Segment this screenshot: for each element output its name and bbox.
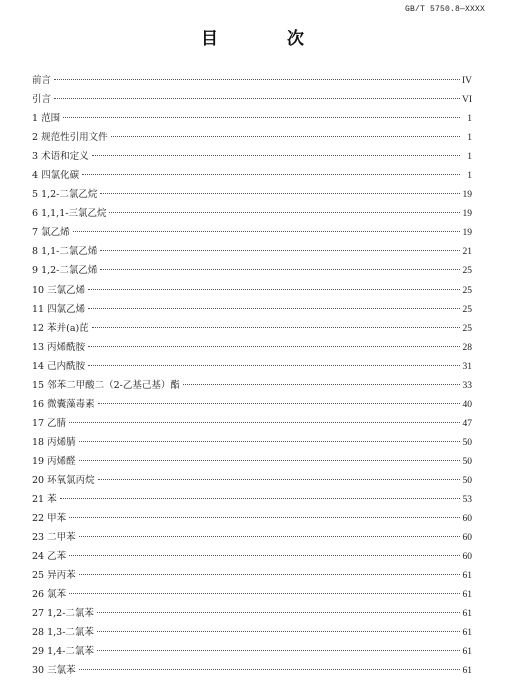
dot-leader	[82, 174, 460, 175]
toc-entry-page-number: 47	[462, 418, 472, 429]
toc-entry-page-number: 25	[462, 285, 472, 296]
toc-entry-page-number: 61	[462, 609, 472, 620]
toc-entry-label: 24 乙苯	[32, 551, 67, 563]
toc-entry-label: 2 规范性引用文件	[32, 132, 108, 144]
toc-entry-label: 17 乙腈	[32, 417, 67, 429]
dot-leader	[60, 498, 460, 499]
toc-entry-page-number: 1	[467, 114, 472, 125]
toc-entry-page-number: 60	[462, 552, 472, 563]
toc-entry-page-number: 19	[462, 190, 472, 201]
toc-entry[interactable]	[32, 661, 472, 680]
dot-leader	[69, 422, 460, 423]
dot-leader	[100, 250, 460, 251]
toc-entry-label: 20 环氧氯丙烷	[32, 474, 95, 486]
toc-entry-page-number: 40	[462, 399, 472, 410]
dot-leader	[183, 384, 460, 385]
toc-entry-page-number: IV	[461, 76, 472, 86]
dot-leader	[73, 231, 460, 232]
toc-entry-page-number: 28	[462, 342, 472, 353]
dot-leader	[111, 136, 460, 137]
toc-entry[interactable]	[32, 185, 472, 204]
toc-entry[interactable]	[32, 509, 472, 528]
toc-entry-label: 5 1,2-二氯乙烷	[32, 189, 98, 201]
dot-leader	[63, 117, 460, 118]
toc-entry-label: 13 丙烯酰胺	[32, 341, 86, 353]
toc-entry[interactable]	[32, 261, 472, 280]
toc-entry-label: 10 三氯乙烯	[32, 284, 86, 296]
toc-entry-label: 9 1,2-二氯乙烯	[32, 265, 98, 277]
toc-entry-page-number: 50	[462, 437, 472, 448]
toc-entry[interactable]	[32, 281, 472, 300]
toc-entry[interactable]	[32, 90, 472, 109]
toc-entry-label: 18 丙烯腈	[32, 436, 76, 448]
toc-entry-label: 29 1,4-二氯苯	[32, 646, 94, 658]
toc-entry-page-number: 33	[462, 380, 472, 391]
toc-entry-page-number: 53	[462, 495, 472, 506]
dot-leader	[92, 327, 460, 328]
toc-entry-label: 14 己内酰胺	[32, 360, 86, 372]
toc-entry-page-number: 25	[462, 266, 472, 277]
toc-entry-label: 引言	[32, 94, 52, 106]
toc-entry-page-number: 61	[462, 590, 472, 601]
toc-entry-label: 19 丙烯醛	[32, 455, 76, 467]
toc-entry[interactable]	[32, 433, 472, 452]
toc-entry-page-number: 1	[467, 171, 472, 182]
toc-entry-label: 12 苯并(a)芘	[32, 322, 89, 334]
toc-entry-page-number: VI	[461, 95, 472, 106]
toc-entry[interactable]	[32, 300, 472, 319]
dot-leader	[98, 479, 460, 480]
toc-entry-label: 6 1,1,1-三氯乙烷	[32, 208, 107, 220]
toc-entry-page-number: 50	[462, 456, 472, 467]
toc-entry[interactable]	[32, 71, 472, 90]
toc-entry[interactable]	[32, 147, 472, 166]
toc-entry[interactable]	[32, 490, 472, 509]
toc-entry[interactable]	[32, 604, 472, 623]
dot-leader	[100, 269, 460, 270]
dot-leader	[79, 669, 460, 670]
dot-leader	[54, 79, 460, 80]
toc-entry[interactable]	[32, 528, 472, 547]
toc-entry[interactable]	[32, 471, 472, 490]
toc-entry[interactable]	[32, 166, 472, 185]
dot-leader	[109, 212, 460, 213]
toc-entry-page-number: 1	[467, 152, 472, 163]
dot-leader	[88, 365, 460, 366]
toc-entry-label: 11 四氯乙烯	[32, 303, 86, 315]
toc-entry-label: 7 氯乙烯	[32, 227, 70, 239]
toc-entry-page-number: 19	[462, 228, 472, 239]
dot-leader	[79, 460, 460, 461]
toc-entry-label: 26 氯苯	[32, 589, 67, 601]
dot-leader	[54, 98, 460, 99]
toc-entry-label: 前言	[32, 75, 52, 86]
toc-entry-page-number: 31	[462, 361, 472, 372]
toc-entry-page-number: 19	[462, 209, 472, 220]
toc-entry-page-number: 61	[462, 666, 472, 677]
dot-leader	[97, 631, 460, 632]
toc-entry-label: 8 1,1-二氯乙烯	[32, 246, 98, 258]
dot-leader	[79, 574, 460, 575]
toc-entry[interactable]	[32, 414, 472, 433]
dot-leader	[88, 289, 460, 290]
toc-entry[interactable]	[32, 566, 472, 585]
dot-leader	[69, 593, 460, 594]
toc-entry-page-number: 25	[462, 304, 472, 315]
toc-entry-label: 23 二甲苯	[32, 532, 76, 544]
dot-leader	[92, 155, 460, 156]
toc-entry[interactable]	[32, 585, 472, 604]
toc-entry[interactable]	[32, 128, 472, 147]
table-of-contents	[32, 71, 472, 681]
toc-entry-page-number: 1	[467, 133, 472, 144]
toc-entry-label: 15 邻苯二甲酸二（2-乙基己基）酯	[32, 379, 180, 391]
page-title: 目 次	[201, 29, 330, 49]
toc-entry-page-number: 60	[462, 533, 472, 544]
toc-entry-page-number: 61	[462, 571, 472, 582]
toc-entry[interactable]	[32, 547, 472, 566]
toc-entry-label: 21 苯	[32, 494, 57, 506]
dot-leader	[97, 650, 460, 651]
dot-leader	[69, 555, 460, 556]
toc-entry[interactable]	[32, 642, 472, 661]
toc-entry-page-number: 50	[462, 475, 472, 486]
toc-entry-page-number: 61	[462, 628, 472, 639]
dot-leader	[69, 517, 460, 518]
dot-leader	[79, 441, 460, 442]
toc-entry[interactable]	[32, 242, 472, 261]
dot-leader	[100, 193, 460, 194]
toc-entry[interactable]	[32, 623, 472, 642]
toc-entry[interactable]	[32, 338, 472, 357]
dot-leader	[79, 536, 460, 537]
toc-entry[interactable]	[32, 319, 472, 338]
toc-entry-label: 3 术语和定义	[32, 151, 89, 163]
toc-entry[interactable]	[32, 223, 472, 242]
toc-entry-label: 27 1,2-二氯苯	[32, 608, 94, 620]
dot-leader	[88, 308, 460, 309]
toc-entry-label: 4 四氯化碳	[32, 170, 80, 182]
toc-entry[interactable]	[32, 204, 472, 223]
toc-entry[interactable]	[32, 452, 472, 471]
toc-entry-label: 22 甲苯	[32, 513, 67, 525]
toc-entry-label: 25 异丙苯	[32, 570, 76, 582]
toc-entry-page-number: 61	[462, 647, 472, 658]
toc-entry-page-number: 21	[462, 247, 472, 258]
standard-code: GB/T 5750.8—XXXX	[404, 5, 485, 14]
toc-entry-label: 30 三氯苯	[32, 665, 76, 677]
toc-entry[interactable]	[32, 357, 472, 376]
toc-entry[interactable]	[32, 109, 472, 128]
dot-leader	[97, 612, 460, 613]
toc-entry-label: 28 1,3-二氯苯	[32, 627, 94, 639]
dot-leader	[88, 346, 460, 347]
toc-entry-label: 1 范围	[32, 113, 61, 125]
toc-entry-label: 16 微囊藻毒素	[32, 398, 95, 410]
toc-entry-page-number: 60	[462, 514, 472, 525]
toc-entry-page-number: 25	[462, 323, 472, 334]
dot-leader	[98, 403, 460, 404]
toc-entry[interactable]	[32, 376, 472, 395]
toc-entry[interactable]	[32, 395, 472, 414]
